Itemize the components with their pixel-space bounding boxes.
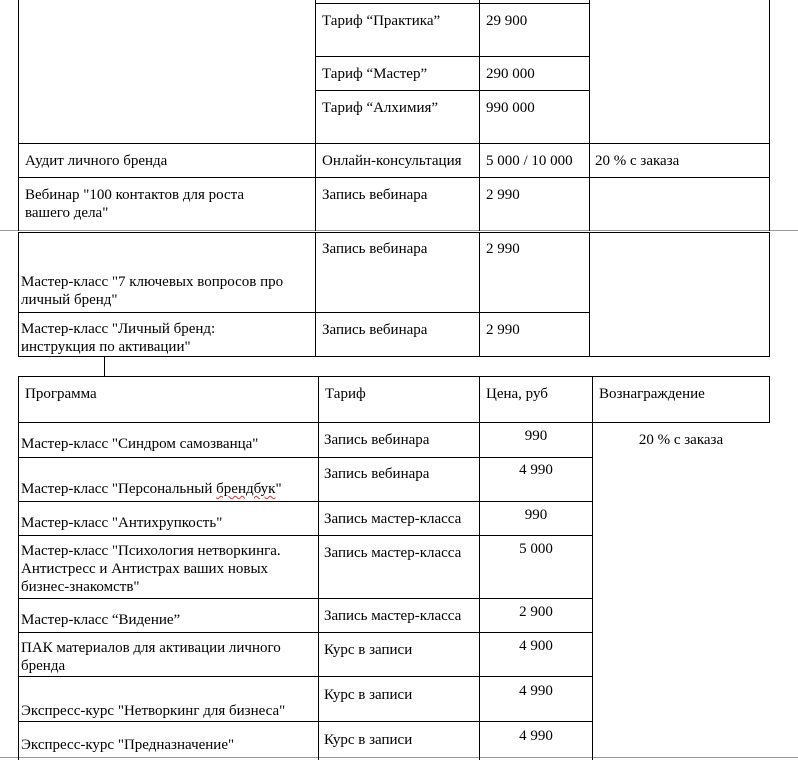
program-text: " (275, 481, 282, 497)
table-cell-price: 290 000 (486, 66, 535, 82)
spellcheck-word: брендбук (216, 481, 276, 497)
table-cell-price: 4 990 (519, 462, 553, 478)
table-cell-tariff: Онлайн-консультация (322, 153, 462, 169)
table-cell-program: ПАК материалов для активации личного (21, 640, 281, 656)
table-cell-tariff: Запись мастер-класса (324, 545, 462, 561)
table-cell-program: вашего дела" (25, 205, 109, 221)
table-cell-price: 4 990 (519, 683, 553, 699)
column-header-reward: Вознаграждение (599, 386, 705, 402)
table-cell-price: 990 000 (486, 100, 535, 116)
table-cell-tariff: Тариф “Алхимия” (322, 100, 439, 116)
table-cell-program: Экспресс-курс "Предназначение" (21, 737, 235, 753)
table-cell-tariff: Курс в записи (324, 687, 413, 703)
table-cell-program: Мастер-класс "7 ключевых вопросов про (21, 274, 284, 290)
table-cell-tariff: Запись мастер-класса (324, 608, 462, 624)
table-cell-program: Мастер-класс "Личный бренд: (21, 321, 216, 337)
table-cell-program: Вебинар "100 контактов для роста (25, 187, 245, 203)
table-cell-tariff: Запись вебинара (324, 466, 430, 482)
table-cell-price: 5 000 (519, 541, 553, 557)
table-cell-tariff: Курс в записи (324, 642, 413, 658)
table-cell-price: 29 900 (486, 13, 528, 29)
table-cell-price: 4 990 (519, 728, 553, 744)
table-cell-program: личный бренд" (21, 292, 118, 308)
table-cell-price: 4 900 (519, 638, 553, 654)
column-header-price: Цена, руб (486, 386, 548, 402)
column-header-tariff: Тариф (325, 386, 366, 402)
table-cell-program (21, 480, 282, 498)
table-cell-program: Мастер-класс "Синдром самозванца" (21, 436, 259, 452)
table-cell-program: Антистресс и Антистрах ваших новых (21, 561, 269, 577)
table-cell-tariff: Тариф “Мастер” (322, 66, 428, 82)
table-cell-program: бизнес-знакомств" (21, 579, 140, 595)
column-header-program: Программа (25, 386, 97, 402)
table-cell-tariff: Запись вебинара (322, 241, 428, 257)
table-cell-tariff: Запись мастер-класса (324, 511, 462, 527)
program-text: Мастер-класс "Персональный (21, 481, 217, 497)
table-cell-program: инструкция по активации" (21, 339, 191, 355)
table-cell-program: Экспресс-курс "Нетворкинг для бизнеса" (21, 703, 286, 719)
table-cell-program: Мастер-класс "Антихрупкость" (21, 515, 223, 531)
table-cell-price: 5 000 / 10 000 (486, 153, 573, 169)
table-cell-tariff: Тариф “Практика” (322, 13, 441, 29)
table-cell-tariff: Курс в записи (324, 732, 413, 748)
table-cell-reward: 20 % с заказа (638, 432, 724, 448)
table-cell-price: 2 990 (486, 322, 520, 338)
table-cell-tariff: Запись вебинара (322, 322, 428, 338)
table-cell-tariff: Запись вебинара (322, 187, 428, 203)
table-cell-price: 990 (524, 428, 548, 444)
table-cell-tariff: Запись вебинара (324, 432, 430, 448)
table-cell-program: Мастер-класс "Психология нетворкинга. (21, 543, 281, 559)
table-cell-program: бренда (21, 658, 66, 674)
table-cell-price: 2 900 (519, 604, 553, 620)
table-cell-reward: 20 % с заказа (595, 153, 680, 169)
table-cell-program: Аудит личного бренда (25, 153, 168, 169)
table-cell-price: 990 (524, 507, 548, 523)
table-cell-program: Мастер-класс “Видение” (21, 612, 181, 628)
table-cell-price: 2 990 (486, 187, 520, 203)
table-cell-price: 2 990 (486, 241, 520, 257)
